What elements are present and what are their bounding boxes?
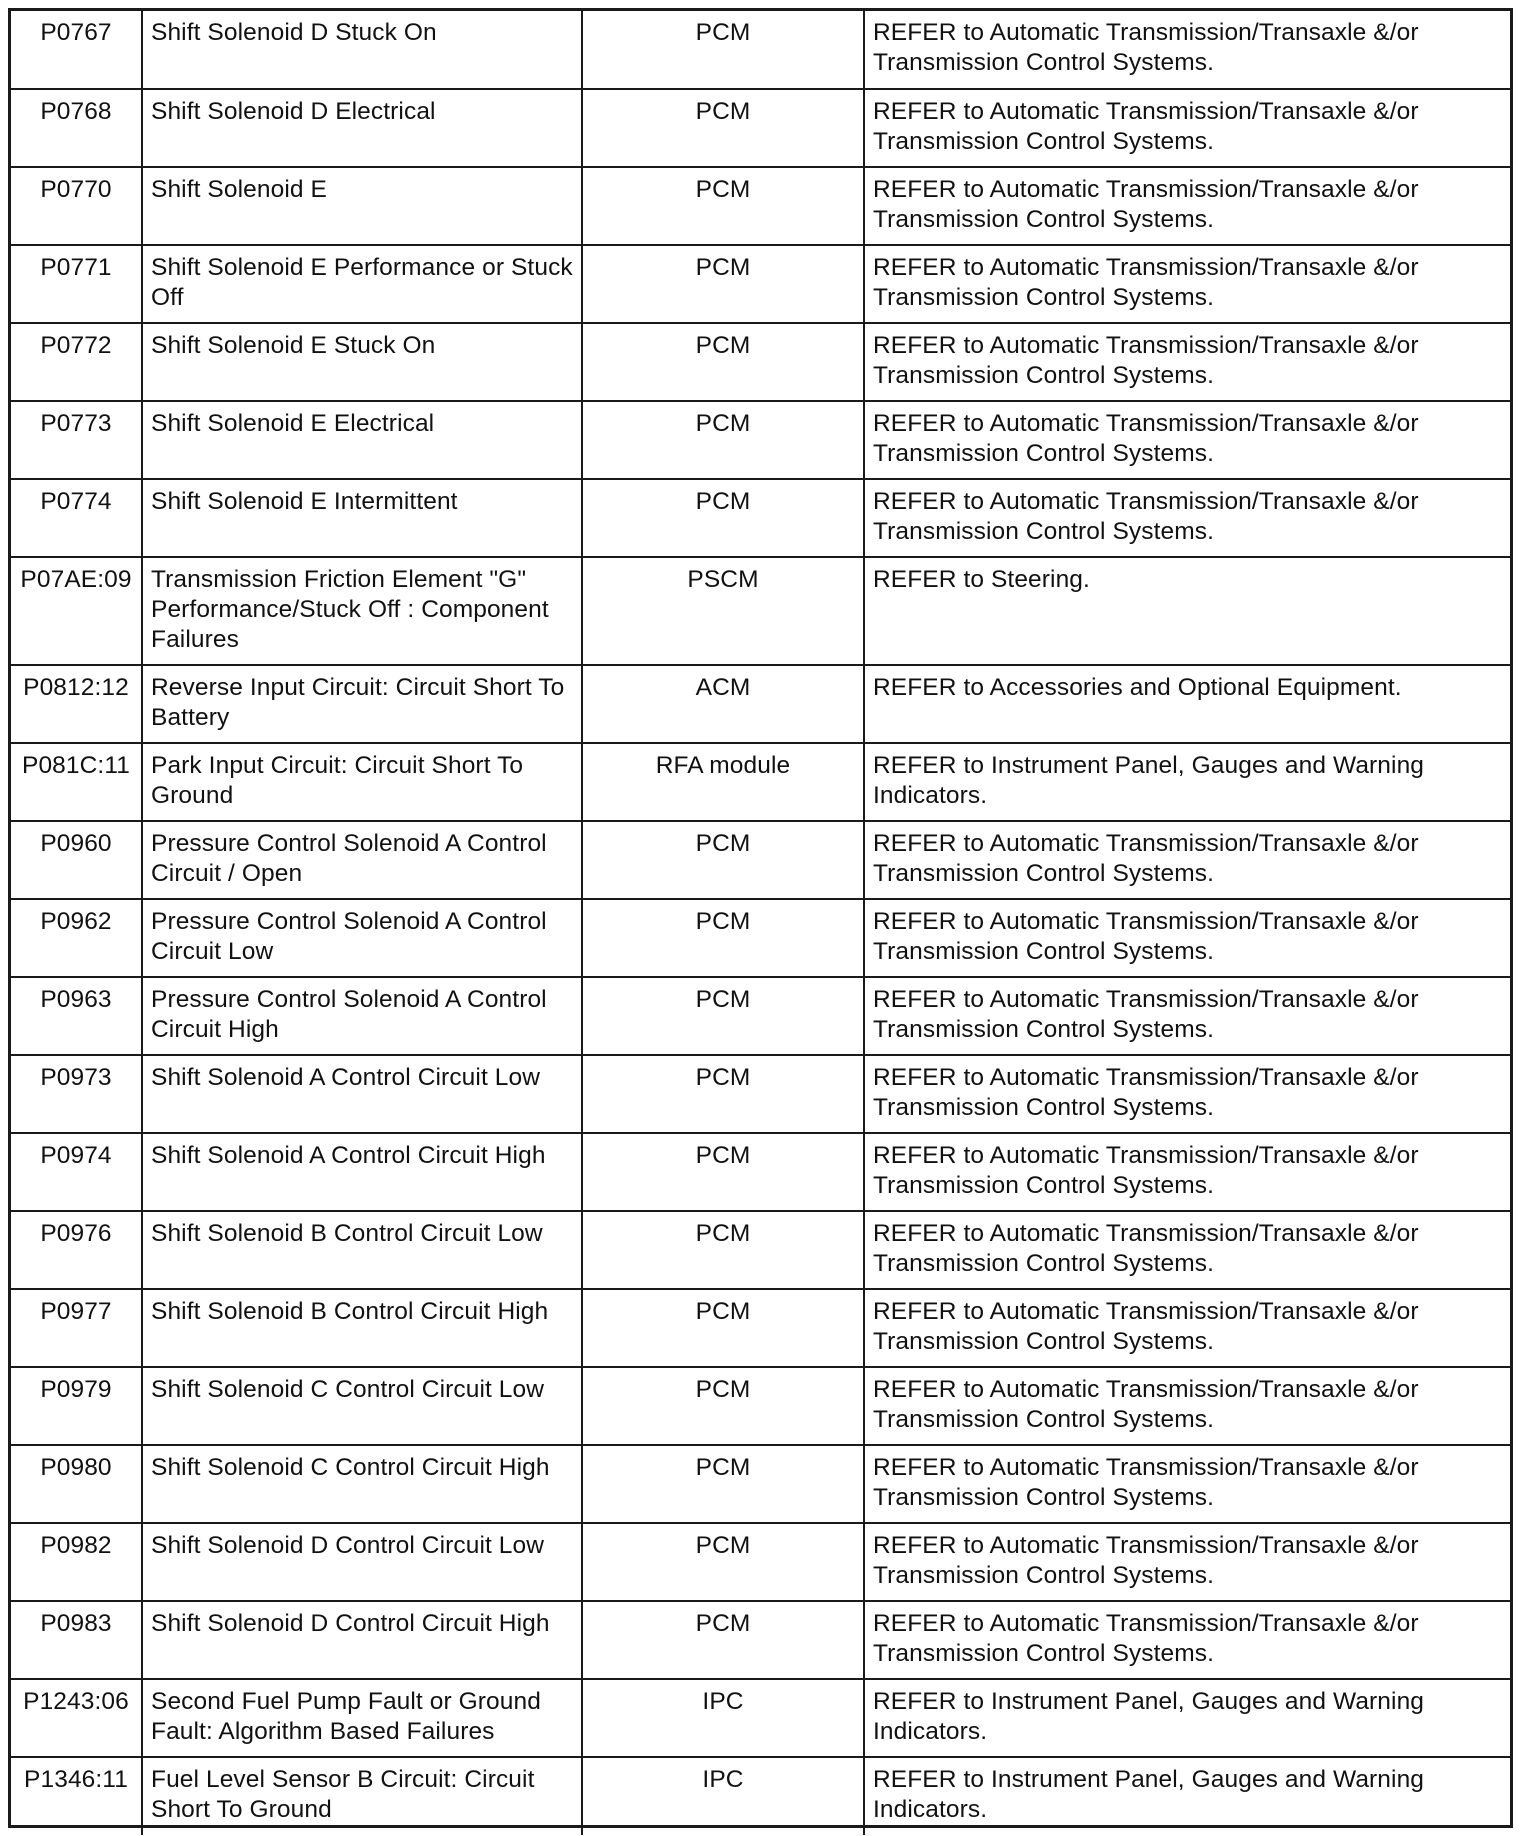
dtc-action: REFER to Automatic Transmission/Transaxle &/or Transmission Control Systems.	[864, 1445, 1510, 1523]
dtc-code: P0974	[11, 1133, 142, 1211]
dtc-action: REFER to Automatic Transmission/Transaxle &/or Transmission Control Systems.	[864, 245, 1510, 323]
dtc-action: REFER to Accessories and Optional Equipment.	[864, 665, 1510, 743]
table-row	[11, 1445, 1510, 1523]
table-row	[11, 323, 1510, 401]
dtc-module: PCM	[582, 1445, 864, 1523]
table-row	[11, 1211, 1510, 1289]
dtc-module: PCM	[582, 11, 864, 89]
dtc-action: REFER to Instrument Panel, Gauges and Warning Indicators.	[864, 1757, 1510, 1835]
dtc-code: P0963	[11, 977, 142, 1055]
dtc-action: REFER to Automatic Transmission/Transaxle &/or Transmission Control Systems.	[864, 977, 1510, 1055]
table-row	[11, 89, 1510, 167]
table-row	[11, 1757, 1510, 1835]
dtc-code: P081C:11	[11, 743, 142, 821]
dtc-description: Fuel Level Sensor B Circuit: Circuit Short To Ground	[142, 1757, 582, 1835]
dtc-description: Shift Solenoid D Stuck On	[142, 11, 582, 89]
dtc-description: Pressure Control Solenoid A Control Circuit High	[142, 977, 582, 1055]
dtc-action: REFER to Automatic Transmission/Transaxle &/or Transmission Control Systems.	[864, 1523, 1510, 1601]
table-row	[11, 1133, 1510, 1211]
dtc-description: Shift Solenoid E Performance or Stuck Off	[142, 245, 582, 323]
table-row	[11, 1679, 1510, 1757]
dtc-module: ACM	[582, 665, 864, 743]
dtc-module: PCM	[582, 977, 864, 1055]
dtc-module: PCM	[582, 323, 864, 401]
table-row	[11, 1055, 1510, 1133]
dtc-action: REFER to Automatic Transmission/Transaxle &/or Transmission Control Systems.	[864, 323, 1510, 401]
dtc-code: P0960	[11, 821, 142, 899]
table-row	[11, 557, 1510, 665]
dtc-code: P0979	[11, 1367, 142, 1445]
dtc-action: REFER to Instrument Panel, Gauges and Warning Indicators.	[864, 743, 1510, 821]
dtc-code: P0771	[11, 245, 142, 323]
dtc-module: PCM	[582, 245, 864, 323]
table-row	[11, 401, 1510, 479]
table-row	[11, 1289, 1510, 1367]
dtc-description: Shift Solenoid A Control Circuit High	[142, 1133, 582, 1211]
table-row	[11, 1601, 1510, 1679]
dtc-code: P0812:12	[11, 665, 142, 743]
dtc-description: Shift Solenoid A Control Circuit Low	[142, 1055, 582, 1133]
dtc-action: REFER to Automatic Transmission/Transaxle &/or Transmission Control Systems.	[864, 1289, 1510, 1367]
dtc-action: REFER to Automatic Transmission/Transaxle &/or Transmission Control Systems.	[864, 899, 1510, 977]
dtc-code: P0768	[11, 89, 142, 167]
dtc-module: IPC	[582, 1757, 864, 1835]
dtc-description: Shift Solenoid B Control Circuit Low	[142, 1211, 582, 1289]
dtc-description: Shift Solenoid D Electrical	[142, 89, 582, 167]
table-row	[11, 1367, 1510, 1445]
dtc-action: REFER to Steering.	[864, 557, 1510, 665]
dtc-action: REFER to Automatic Transmission/Transaxle &/or Transmission Control Systems.	[864, 167, 1510, 245]
dtc-description: Transmission Friction Element "G" Performance/Stuck Off : Component Failures	[142, 557, 582, 665]
dtc-action: REFER to Automatic Transmission/Transaxle &/or Transmission Control Systems.	[864, 1601, 1510, 1679]
dtc-description: Park Input Circuit: Circuit Short To Ground	[142, 743, 582, 821]
table-row	[11, 245, 1510, 323]
dtc-module: PCM	[582, 479, 864, 557]
dtc-code: P0962	[11, 899, 142, 977]
dtc-code: P0770	[11, 167, 142, 245]
dtc-description: Shift Solenoid D Control Circuit High	[142, 1601, 582, 1679]
dtc-description: Shift Solenoid B Control Circuit High	[142, 1289, 582, 1367]
dtc-description: Second Fuel Pump Fault or Ground Fault: Algorithm Based Failures	[142, 1679, 582, 1757]
dtc-action: REFER to Automatic Transmission/Transaxle &/or Transmission Control Systems.	[864, 1055, 1510, 1133]
dtc-module: PSCM	[582, 557, 864, 665]
dtc-code: P0983	[11, 1601, 142, 1679]
dtc-description: Shift Solenoid E Electrical	[142, 401, 582, 479]
dtc-module: IPC	[582, 1679, 864, 1757]
dtc-description: Pressure Control Solenoid A Control Circuit / Open	[142, 821, 582, 899]
dtc-module: PCM	[582, 89, 864, 167]
dtc-action: REFER to Automatic Transmission/Transaxle &/or Transmission Control Systems.	[864, 1367, 1510, 1445]
dtc-module: PCM	[582, 1523, 864, 1601]
dtc-action: REFER to Automatic Transmission/Transaxle &/or Transmission Control Systems.	[864, 401, 1510, 479]
dtc-code: P0976	[11, 1211, 142, 1289]
table-row	[11, 1523, 1510, 1601]
dtc-description: Shift Solenoid C Control Circuit High	[142, 1445, 582, 1523]
dtc-module: PCM	[582, 1133, 864, 1211]
dtc-code: P07AE:09	[11, 557, 142, 665]
dtc-module: PCM	[582, 1211, 864, 1289]
dtc-module: PCM	[582, 1367, 864, 1445]
dtc-description: Shift Solenoid D Control Circuit Low	[142, 1523, 582, 1601]
dtc-action: REFER to Automatic Transmission/Transaxle &/or Transmission Control Systems.	[864, 11, 1510, 89]
dtc-module: PCM	[582, 167, 864, 245]
dtc-table-body	[11, 11, 1510, 1835]
dtc-module: PCM	[582, 1055, 864, 1133]
dtc-code: P0980	[11, 1445, 142, 1523]
dtc-action: REFER to Automatic Transmission/Transaxle &/or Transmission Control Systems.	[864, 1211, 1510, 1289]
dtc-module: PCM	[582, 821, 864, 899]
dtc-action: REFER to Automatic Transmission/Transaxle &/or Transmission Control Systems.	[864, 1133, 1510, 1211]
table-row	[11, 665, 1510, 743]
dtc-description: Shift Solenoid C Control Circuit Low	[142, 1367, 582, 1445]
dtc-description: Shift Solenoid E	[142, 167, 582, 245]
dtc-description: Reverse Input Circuit: Circuit Short To Battery	[142, 665, 582, 743]
dtc-module: PCM	[582, 1601, 864, 1679]
table-row	[11, 899, 1510, 977]
dtc-code: P0767	[11, 11, 142, 89]
table-row	[11, 11, 1510, 89]
dtc-action: REFER to Automatic Transmission/Transaxle &/or Transmission Control Systems.	[864, 821, 1510, 899]
dtc-code: P1346:11	[11, 1757, 142, 1835]
dtc-code: P0977	[11, 1289, 142, 1367]
dtc-description: Shift Solenoid E Stuck On	[142, 323, 582, 401]
dtc-table-container	[8, 8, 1513, 1828]
dtc-table	[11, 11, 1510, 1835]
dtc-code: P1243:06	[11, 1679, 142, 1757]
dtc-code: P0774	[11, 479, 142, 557]
table-row	[11, 821, 1510, 899]
dtc-module: PCM	[582, 1289, 864, 1367]
dtc-action: REFER to Automatic Transmission/Transaxle &/or Transmission Control Systems.	[864, 89, 1510, 167]
dtc-code: P0973	[11, 1055, 142, 1133]
table-row	[11, 977, 1510, 1055]
dtc-module: PCM	[582, 899, 864, 977]
dtc-code: P0772	[11, 323, 142, 401]
dtc-description: Shift Solenoid E Intermittent	[142, 479, 582, 557]
dtc-code: P0773	[11, 401, 142, 479]
dtc-action: REFER to Instrument Panel, Gauges and Warning Indicators.	[864, 1679, 1510, 1757]
table-row	[11, 743, 1510, 821]
dtc-code: P0982	[11, 1523, 142, 1601]
table-row	[11, 479, 1510, 557]
dtc-description: Pressure Control Solenoid A Control Circuit Low	[142, 899, 582, 977]
dtc-module: PCM	[582, 401, 864, 479]
table-row	[11, 167, 1510, 245]
dtc-module: RFA module	[582, 743, 864, 821]
dtc-action: REFER to Automatic Transmission/Transaxle &/or Transmission Control Systems.	[864, 479, 1510, 557]
